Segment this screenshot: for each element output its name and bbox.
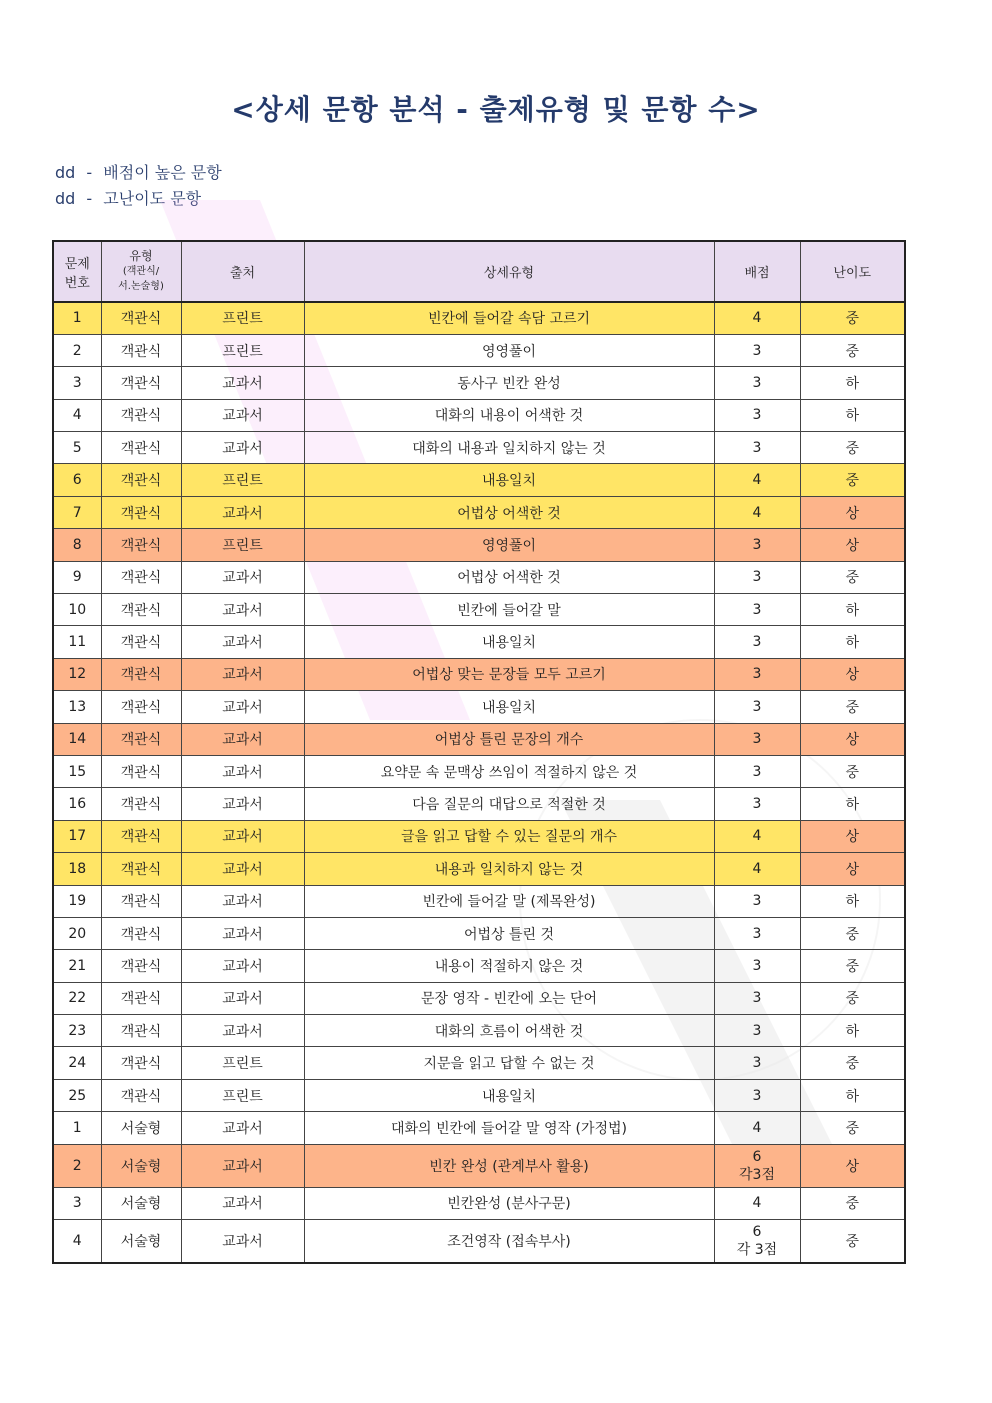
cell-points: 3 [714, 432, 800, 464]
cell-type: 객관식 [101, 982, 181, 1014]
cell-points: 3 [714, 367, 800, 399]
cell-detail-type: 동사구 빈칸 완성 [304, 367, 714, 399]
cell-difficulty: 중 [800, 1187, 905, 1219]
header-type: 유형 (객관식/ 서.논술형) [101, 241, 181, 302]
cell-difficulty: 하 [800, 885, 905, 917]
cell-detail-type: 내용일치 [304, 626, 714, 658]
legend-item-high-points [55, 160, 222, 186]
cell-points: 3 [714, 1079, 800, 1111]
cell-points: 3 [714, 950, 800, 982]
table-row [53, 496, 905, 528]
cell-points: 4 [714, 1187, 800, 1219]
cell-points: 3 [714, 561, 800, 593]
cell-detail-type: 조건영작 (접속부사) [304, 1220, 714, 1263]
cell-question-number: 10 [53, 594, 101, 626]
cell-source: 교과서 [181, 723, 304, 755]
cell-question-number: 20 [53, 917, 101, 949]
cell-difficulty: 상 [800, 853, 905, 885]
table-row [53, 982, 905, 1014]
cell-points: 3 [714, 626, 800, 658]
cell-detail-type: 어법상 맞는 문장들 모두 고르기 [304, 658, 714, 690]
cell-type: 객관식 [101, 399, 181, 431]
cell-difficulty: 중 [800, 334, 905, 366]
cell-source: 교과서 [181, 594, 304, 626]
cell-question-number: 13 [53, 691, 101, 723]
cell-detail-type: 내용이 적절하지 않은 것 [304, 950, 714, 982]
cell-points: 6 각 3점 [714, 1220, 800, 1263]
table-row [53, 529, 905, 561]
cell-difficulty: 중 [800, 917, 905, 949]
cell-difficulty: 하 [800, 367, 905, 399]
cell-points: 4 [714, 853, 800, 885]
table-row [53, 820, 905, 852]
cell-source: 교과서 [181, 658, 304, 690]
cell-difficulty: 중 [800, 755, 905, 787]
table-row [53, 334, 905, 366]
cell-type: 서술형 [101, 1220, 181, 1263]
cell-detail-type: 빈칸 완성 (관계부사 활용) [304, 1144, 714, 1187]
cell-detail-type: 어법상 어색한 것 [304, 561, 714, 593]
cell-source: 교과서 [181, 853, 304, 885]
cell-type: 서술형 [101, 1112, 181, 1144]
cell-source: 교과서 [181, 399, 304, 431]
cell-detail-type: 다음 질문의 대답으로 적절한 것 [304, 788, 714, 820]
table-row [53, 917, 905, 949]
cell-difficulty: 중 [800, 561, 905, 593]
cell-detail-type: 빈칸에 들어갈 속담 고르기 [304, 302, 714, 334]
cell-points: 4 [714, 496, 800, 528]
cell-points: 3 [714, 788, 800, 820]
cell-question-number: 5 [53, 432, 101, 464]
legend-item-high-difficulty [55, 186, 222, 212]
table-row [53, 302, 905, 334]
cell-difficulty: 중 [800, 1047, 905, 1079]
cell-type: 객관식 [101, 820, 181, 852]
cell-points: 3 [714, 594, 800, 626]
cell-question-number: 7 [53, 496, 101, 528]
cell-points: 3 [714, 691, 800, 723]
cell-question-number: 3 [53, 367, 101, 399]
cell-type: 객관식 [101, 529, 181, 561]
table-row [53, 367, 905, 399]
cell-question-number: 19 [53, 885, 101, 917]
cell-question-number: 6 [53, 464, 101, 496]
cell-points: 3 [714, 917, 800, 949]
cell-type: 객관식 [101, 561, 181, 593]
cell-difficulty: 하 [800, 594, 905, 626]
table-row [53, 1144, 905, 1187]
cell-detail-type: 어법상 틀린 것 [304, 917, 714, 949]
cell-difficulty: 하 [800, 788, 905, 820]
header-difficulty: 난이도 [800, 241, 905, 302]
cell-detail-type: 빈칸완성 (분사구문) [304, 1187, 714, 1219]
cell-detail-type: 대화의 흐름이 어색한 것 [304, 1015, 714, 1047]
table-row [53, 1047, 905, 1079]
cell-question-number: 1 [53, 302, 101, 334]
cell-difficulty: 하 [800, 1015, 905, 1047]
cell-points: 3 [714, 399, 800, 431]
header-detail-type: 상세유형 [304, 241, 714, 302]
cell-points: 3 [714, 1015, 800, 1047]
cell-difficulty: 중 [800, 950, 905, 982]
cell-difficulty: 상 [800, 658, 905, 690]
legend-separator: - [86, 189, 93, 208]
table-row [53, 755, 905, 787]
cell-type: 서술형 [101, 1187, 181, 1219]
cell-difficulty: 상 [800, 496, 905, 528]
cell-type: 객관식 [101, 691, 181, 723]
cell-difficulty: 중 [800, 982, 905, 1014]
table-row [53, 1015, 905, 1047]
cell-source: 교과서 [181, 1112, 304, 1144]
cell-points: 3 [714, 982, 800, 1014]
cell-source: 교과서 [181, 950, 304, 982]
cell-type: 객관식 [101, 594, 181, 626]
cell-type: 객관식 [101, 885, 181, 917]
cell-type: 객관식 [101, 723, 181, 755]
cell-type: 객관식 [101, 853, 181, 885]
cell-type: 객관식 [101, 658, 181, 690]
cell-type: 객관식 [101, 788, 181, 820]
cell-source: 교과서 [181, 755, 304, 787]
cell-difficulty: 중 [800, 432, 905, 464]
cell-difficulty: 하 [800, 626, 905, 658]
cell-type: 객관식 [101, 917, 181, 949]
cell-source: 교과서 [181, 1144, 304, 1187]
cell-points: 4 [714, 464, 800, 496]
cell-difficulty: 하 [800, 1079, 905, 1111]
cell-source: 프린트 [181, 1079, 304, 1111]
cell-source: 교과서 [181, 496, 304, 528]
cell-detail-type: 영영풀이 [304, 334, 714, 366]
table-row [53, 432, 905, 464]
cell-question-number: 23 [53, 1015, 101, 1047]
table-row [53, 561, 905, 593]
table-row [53, 1079, 905, 1111]
cell-type: 객관식 [101, 755, 181, 787]
cell-type: 객관식 [101, 432, 181, 464]
cell-points: 3 [714, 755, 800, 787]
cell-question-number: 4 [53, 1220, 101, 1263]
cell-type: 객관식 [101, 1079, 181, 1111]
table-row [53, 950, 905, 982]
cell-source: 프린트 [181, 302, 304, 334]
cell-source: 교과서 [181, 432, 304, 464]
cell-detail-type: 대화의 내용과 일치하지 않는 것 [304, 432, 714, 464]
cell-type: 객관식 [101, 496, 181, 528]
cell-source: 교과서 [181, 367, 304, 399]
cell-source: 프린트 [181, 1047, 304, 1079]
cell-question-number: 4 [53, 399, 101, 431]
table-row [53, 691, 905, 723]
cell-detail-type: 빈칸에 들어갈 말 [304, 594, 714, 626]
cell-difficulty: 상 [800, 1144, 905, 1187]
table-row [53, 723, 905, 755]
legend [55, 160, 222, 212]
cell-detail-type: 지문을 읽고 답할 수 없는 것 [304, 1047, 714, 1079]
cell-source: 교과서 [181, 885, 304, 917]
table-row [53, 464, 905, 496]
cell-points: 3 [714, 885, 800, 917]
cell-detail-type: 빈칸에 들어갈 말 (제목완성) [304, 885, 714, 917]
cell-detail-type: 요약문 속 문맥상 쓰임이 적절하지 않은 것 [304, 755, 714, 787]
cell-detail-type: 내용일치 [304, 1079, 714, 1111]
cell-question-number: 24 [53, 1047, 101, 1079]
cell-points: 4 [714, 1112, 800, 1144]
cell-type: 객관식 [101, 950, 181, 982]
cell-question-number: 18 [53, 853, 101, 885]
cell-points: 6 각3점 [714, 1144, 800, 1187]
cell-type: 서술형 [101, 1144, 181, 1187]
cell-source: 프린트 [181, 464, 304, 496]
cell-type: 객관식 [101, 302, 181, 334]
page-title: <상세 문항 분석 - 출제유형 및 문항 수> [231, 93, 761, 126]
cell-difficulty: 중 [800, 302, 905, 334]
cell-detail-type: 내용일치 [304, 691, 714, 723]
legend-separator: - [86, 163, 93, 182]
cell-question-number: 12 [53, 658, 101, 690]
legend-key: dd [55, 189, 76, 208]
table-row [53, 1220, 905, 1263]
cell-detail-type: 어법상 틀린 문장의 개수 [304, 723, 714, 755]
cell-points: 3 [714, 529, 800, 561]
cell-source: 교과서 [181, 788, 304, 820]
cell-source: 교과서 [181, 982, 304, 1014]
cell-question-number: 25 [53, 1079, 101, 1111]
header-points: 배점 [714, 241, 800, 302]
cell-question-number: 16 [53, 788, 101, 820]
cell-source: 교과서 [181, 820, 304, 852]
cell-difficulty: 중 [800, 691, 905, 723]
table-header-row [53, 241, 905, 302]
cell-type: 객관식 [101, 1015, 181, 1047]
cell-source: 교과서 [181, 691, 304, 723]
cell-detail-type: 대화의 빈칸에 들어갈 말 영작 (가정법) [304, 1112, 714, 1144]
table-row [53, 399, 905, 431]
table-row [53, 788, 905, 820]
cell-source: 교과서 [181, 1015, 304, 1047]
cell-difficulty: 상 [800, 723, 905, 755]
table-row [53, 658, 905, 690]
cell-question-number: 3 [53, 1187, 101, 1219]
cell-difficulty: 하 [800, 399, 905, 431]
cell-points: 4 [714, 820, 800, 852]
cell-type: 객관식 [101, 464, 181, 496]
cell-points: 3 [714, 723, 800, 755]
question-analysis-table [52, 240, 906, 1264]
legend-key: dd [55, 163, 76, 182]
cell-difficulty: 상 [800, 529, 905, 561]
cell-question-number: 11 [53, 626, 101, 658]
cell-type: 객관식 [101, 1047, 181, 1079]
cell-detail-type: 문장 영작 - 빈칸에 오는 단어 [304, 982, 714, 1014]
cell-question-number: 9 [53, 561, 101, 593]
cell-points: 3 [714, 334, 800, 366]
cell-question-number: 2 [53, 1144, 101, 1187]
cell-type: 객관식 [101, 626, 181, 658]
cell-question-number: 1 [53, 1112, 101, 1144]
cell-source: 교과서 [181, 1220, 304, 1263]
header-question-number: 문제 번호 [53, 241, 101, 302]
table-row [53, 626, 905, 658]
cell-difficulty: 중 [800, 1112, 905, 1144]
cell-difficulty: 중 [800, 464, 905, 496]
cell-detail-type: 내용과 일치하지 않는 것 [304, 853, 714, 885]
header-source: 출처 [181, 241, 304, 302]
cell-question-number: 14 [53, 723, 101, 755]
cell-difficulty: 상 [800, 820, 905, 852]
cell-points: 3 [714, 658, 800, 690]
cell-type: 객관식 [101, 367, 181, 399]
legend-label: 고난이도 문항 [103, 189, 202, 208]
cell-detail-type: 글을 읽고 답할 수 있는 질문의 개수 [304, 820, 714, 852]
cell-detail-type: 대화의 내용이 어색한 것 [304, 399, 714, 431]
cell-question-number: 17 [53, 820, 101, 852]
cell-question-number: 8 [53, 529, 101, 561]
cell-type: 객관식 [101, 334, 181, 366]
cell-points: 3 [714, 1047, 800, 1079]
cell-source: 프린트 [181, 529, 304, 561]
cell-detail-type: 어법상 어색한 것 [304, 496, 714, 528]
table-row [53, 594, 905, 626]
cell-question-number: 21 [53, 950, 101, 982]
cell-source: 교과서 [181, 561, 304, 593]
cell-source: 교과서 [181, 917, 304, 949]
cell-source: 교과서 [181, 1187, 304, 1219]
table-row [53, 885, 905, 917]
cell-question-number: 22 [53, 982, 101, 1014]
table-row [53, 1112, 905, 1144]
cell-detail-type: 내용일치 [304, 464, 714, 496]
cell-difficulty: 중 [800, 1220, 905, 1263]
cell-question-number: 15 [53, 755, 101, 787]
table-row [53, 1187, 905, 1219]
table-row [53, 853, 905, 885]
cell-source: 교과서 [181, 626, 304, 658]
cell-points: 4 [714, 302, 800, 334]
cell-question-number: 2 [53, 334, 101, 366]
legend-label: 배점이 높은 문항 [103, 163, 222, 182]
cell-detail-type: 영영풀이 [304, 529, 714, 561]
cell-source: 프린트 [181, 334, 304, 366]
